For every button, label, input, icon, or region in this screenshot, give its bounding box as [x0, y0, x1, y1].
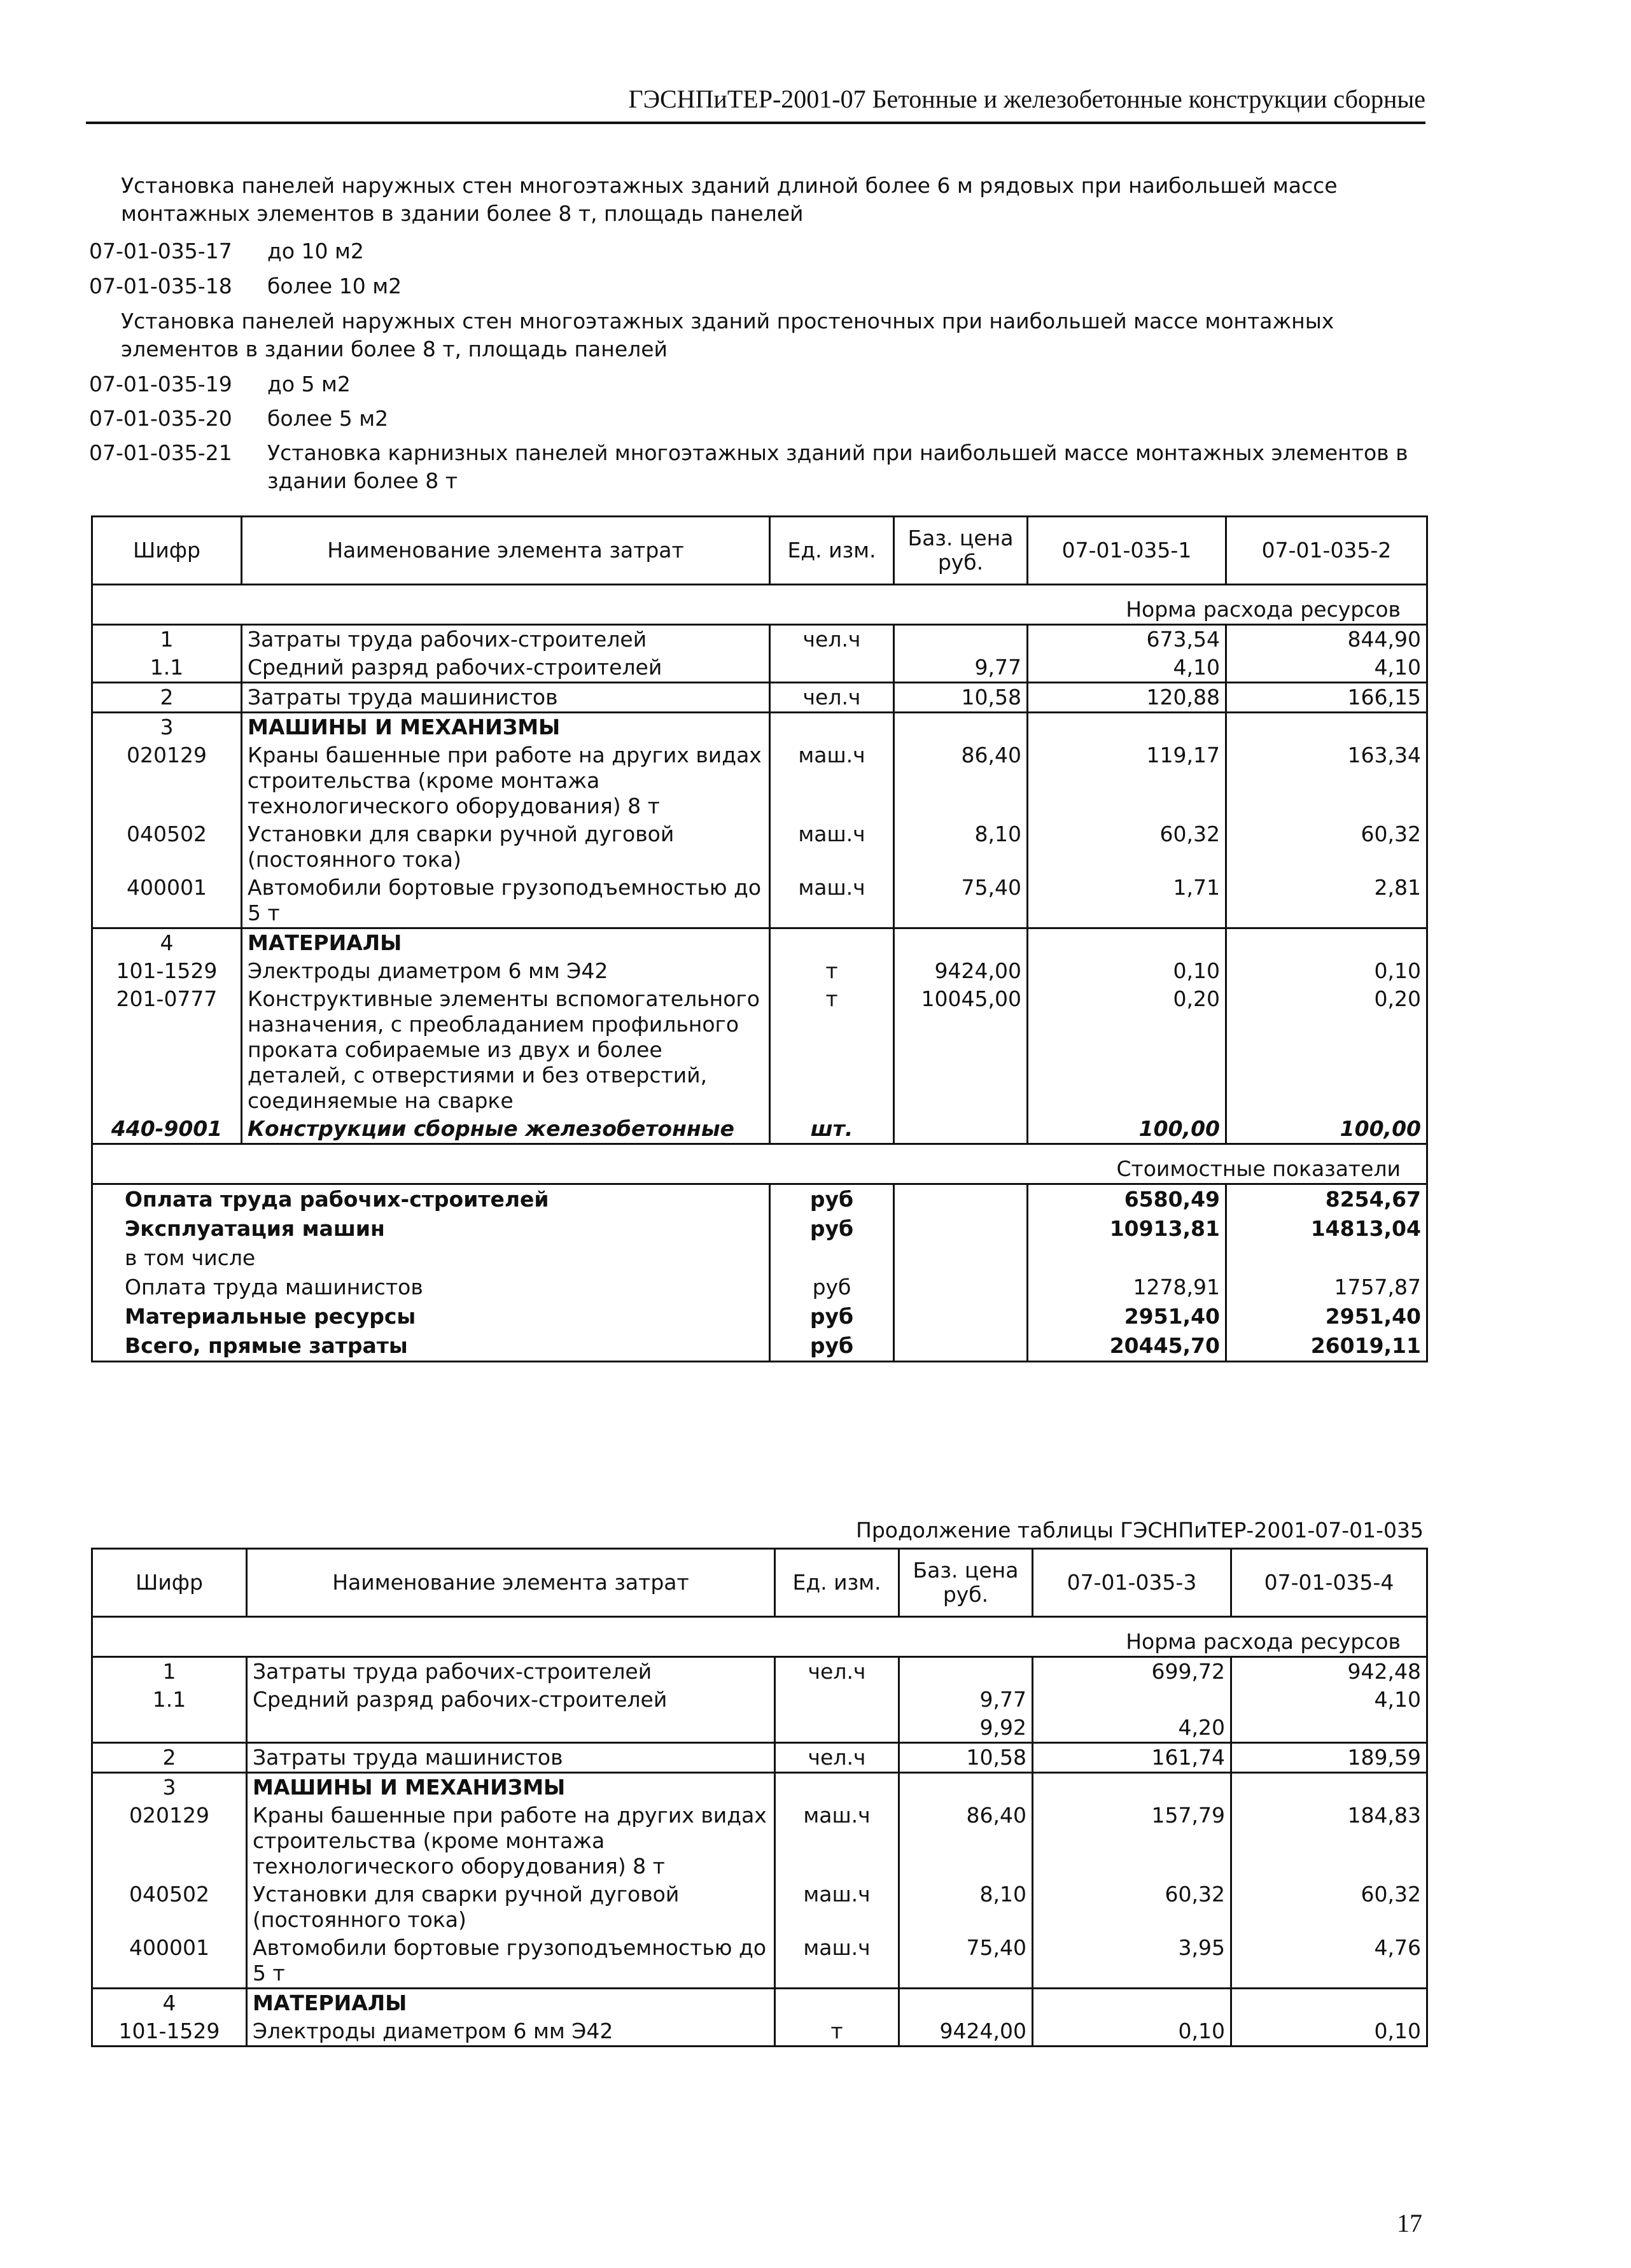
row-unit: [775, 1773, 899, 1802]
row-code: 101-1529: [92, 957, 242, 985]
norm-label-row: [92, 585, 1427, 625]
intro-code-18: 07-01-035-18: [89, 274, 232, 298]
row-v2: 2,81: [1226, 874, 1427, 928]
row-v1: 157,79: [1033, 1802, 1231, 1880]
cost-name: Эксплуатация машин: [92, 1214, 770, 1243]
cost-unit: руб: [770, 1214, 894, 1243]
table-row: [92, 1743, 1427, 1773]
row-unit: [775, 1686, 899, 1714]
continuation-caption: Продолжение таблицы ГЭСНПиТЕР-2001-07-01-035: [856, 1518, 1424, 1543]
intro-text-21: Установка карнизных панелей многоэтажных зданий при наибольшей массе монтажных элементов в здании более 8 т: [267, 440, 1408, 493]
row-v1: 673,54: [1028, 625, 1226, 654]
row-price: 86,40: [894, 741, 1028, 820]
cost-v2: 8254,67: [1226, 1184, 1427, 1215]
intro-text-20: более 5 м2: [267, 406, 389, 431]
row-code: 101-1529: [92, 2017, 247, 2047]
row-name: Затраты труда рабочих-строителей: [247, 1657, 775, 1686]
cost-unit: руб: [770, 1302, 894, 1331]
row-v2: 60,32: [1231, 1880, 1427, 1934]
row-name: МАТЕРИАЛЫ: [247, 1989, 775, 2018]
cost-price: [894, 1331, 1028, 1362]
table-row: [92, 820, 1427, 874]
row-v2: 100,00: [1226, 1115, 1427, 1144]
norm-label: Норма расхода ресурсов: [92, 585, 1427, 625]
header-name: Наименование элемента затрат: [247, 1549, 775, 1617]
cost-row: [92, 1302, 1427, 1331]
header-code: Шифр: [92, 1549, 247, 1617]
row-v1: 699,72: [1033, 1657, 1231, 1686]
row-price: 75,40: [899, 1934, 1033, 1989]
row-unit: маш.ч: [770, 741, 894, 820]
row-price: [894, 928, 1028, 958]
row-price: 75,40: [894, 874, 1028, 928]
table-row: [92, 713, 1427, 742]
table-row: [92, 1934, 1427, 1989]
row-name: Установки для сварки ручной дуговой (постоянного тока): [247, 1880, 775, 1934]
row-price: 9,77: [899, 1686, 1033, 1714]
row-price: 8,10: [894, 820, 1028, 874]
cost-row: [92, 1214, 1427, 1243]
row-v2: 166,15: [1226, 683, 1427, 713]
row-v1: 0,10: [1028, 957, 1226, 985]
row-unit: [770, 713, 894, 742]
table-row: [92, 1714, 1427, 1743]
row-name: Затраты труда машинистов: [242, 683, 770, 713]
row-v1: 161,74: [1033, 1743, 1231, 1773]
row-price: [894, 1115, 1028, 1144]
table-row: [92, 1657, 1427, 1686]
row-name: МАТЕРИАЛЫ: [242, 928, 770, 958]
row-v2: 163,34: [1226, 741, 1427, 820]
row-v2: [1231, 1773, 1427, 1802]
row-name: Автомобили бортовые грузоподъемностью до 5 т: [247, 1934, 775, 1989]
cost-v1: [1028, 1243, 1226, 1273]
row-name: Средний разряд рабочих-строителей: [242, 654, 770, 683]
row-v1: [1033, 1989, 1231, 2018]
row-code: 3: [92, 713, 242, 742]
page-number: 17: [1397, 2209, 1422, 2237]
table-row: [92, 928, 1427, 958]
cost-v1: 2951,40: [1028, 1302, 1226, 1331]
table-row: [92, 683, 1427, 713]
resource-table-1: [91, 515, 1428, 1362]
row-unit: чел.ч: [775, 1743, 899, 1773]
table-header-row: [92, 517, 1427, 585]
row-price: [899, 1773, 1033, 1802]
row-price: 10,58: [899, 1743, 1033, 1773]
row-v1: 120,88: [1028, 683, 1226, 713]
row-name: Средний разряд рабочих-строителей: [247, 1686, 775, 1714]
intro-code-21: 07-01-035-21: [89, 440, 232, 465]
header-col2: 07-01-035-4: [1231, 1549, 1427, 1617]
cost-v1: 1278,91: [1028, 1273, 1226, 1302]
row-unit: чел.ч: [770, 625, 894, 654]
row-v1: 0,10: [1033, 2017, 1231, 2047]
row-code: 020129: [92, 741, 242, 820]
row-unit: маш.ч: [770, 820, 894, 874]
table-row: [92, 957, 1427, 985]
row-v2: 942,48: [1231, 1657, 1427, 1686]
cost-label: Стоимостные показатели: [92, 1144, 1427, 1184]
header-code: Шифр: [92, 517, 242, 585]
row-v2: 844,90: [1226, 625, 1427, 654]
cost-row: [92, 1273, 1427, 1302]
cost-row: [92, 1184, 1427, 1215]
cost-name: Оплата труда машинистов: [92, 1273, 770, 1302]
intro-code-17: 07-01-035-17: [89, 239, 232, 263]
cost-price: [894, 1214, 1028, 1243]
row-name: [247, 1714, 775, 1743]
row-unit: [770, 654, 894, 683]
row-name: Электроды диаметром 6 мм Э42: [242, 957, 770, 985]
intro-code-20: 07-01-035-20: [89, 406, 232, 431]
row-v2: 60,32: [1226, 820, 1427, 874]
table-row: [92, 1802, 1427, 1880]
norm-label: Норма расхода ресурсов: [92, 1617, 1427, 1657]
row-code: 040502: [92, 1880, 247, 1934]
row-price: [894, 625, 1028, 654]
row-code: 400001: [92, 874, 242, 928]
row-unit: шт.: [770, 1115, 894, 1144]
intro-paragraph-1: Установка панелей наружных стен многоэтажных зданий длиной более 6 м рядовых при наибольшей массе монтажных элементов в здании более 8 т, площадь панелей: [121, 173, 1338, 226]
header-price: Баз. цена руб.: [894, 517, 1028, 585]
row-price: 86,40: [899, 1802, 1033, 1880]
row-v1: 0,20: [1028, 985, 1226, 1115]
cost-v1: 20445,70: [1028, 1331, 1226, 1362]
row-code: 1: [92, 625, 242, 654]
row-unit: маш.ч: [775, 1802, 899, 1880]
row-code: 1.1: [92, 1686, 247, 1714]
cost-unit: руб: [770, 1184, 894, 1215]
cost-row: [92, 1331, 1427, 1362]
row-v2: 4,10: [1226, 654, 1427, 683]
cost-row: [92, 1243, 1427, 1273]
row-v1: 4,20: [1033, 1714, 1231, 1743]
row-name: Электроды диаметром 6 мм Э42: [247, 2017, 775, 2047]
row-v2: [1231, 1714, 1427, 1743]
row-v2: 4,76: [1231, 1934, 1427, 1989]
row-code: 040502: [92, 820, 242, 874]
header-price: Баз. цена руб.: [899, 1549, 1033, 1617]
row-v1: [1028, 713, 1226, 742]
cost-v2: [1226, 1243, 1427, 1273]
row-name: Краны башенные при работе на других видах строительства (кроме монтажа технологического оборудования) 8 т: [242, 741, 770, 820]
row-price: 9424,00: [899, 2017, 1033, 2047]
intro-code-19: 07-01-035-19: [89, 372, 232, 396]
row-code: 400001: [92, 1934, 247, 1989]
table-row: [92, 1989, 1427, 2018]
cost-name: Материальные ресурсы: [92, 1302, 770, 1331]
row-name: МАШИНЫ И МЕХАНИЗМЫ: [242, 713, 770, 742]
row-v1: 119,17: [1028, 741, 1226, 820]
table-row: [92, 1773, 1427, 1802]
row-v2: 0,20: [1226, 985, 1427, 1115]
intro-text-19: до 5 м2: [267, 372, 351, 396]
cost-name: Оплата труда рабочих-строителей: [92, 1184, 770, 1215]
header-unit: Ед. изм.: [770, 517, 894, 585]
cost-v2: 1757,87: [1226, 1273, 1427, 1302]
row-code: 1.1: [92, 654, 242, 683]
row-code: 440-9001: [92, 1115, 242, 1144]
row-code: 020129: [92, 1802, 247, 1880]
row-v2: 0,10: [1231, 2017, 1427, 2047]
page-header: ГЭСНПиТЕР-2001-07 Бетонные и железобетонные конструкции сборные: [86, 84, 1425, 124]
row-code: [92, 1714, 247, 1743]
cost-name: Всего, прямые затраты: [92, 1331, 770, 1362]
row-price: 9,77: [894, 654, 1028, 683]
table-row: [92, 741, 1427, 820]
cost-v2: 2951,40: [1226, 1302, 1427, 1331]
row-name: Затраты труда рабочих-строителей: [242, 625, 770, 654]
row-v1: 60,32: [1028, 820, 1226, 874]
cost-name: в том числе: [92, 1243, 770, 1273]
row-v1: 100,00: [1028, 1115, 1226, 1144]
table-header-row: [92, 1549, 1427, 1617]
table-row: [92, 1686, 1427, 1714]
cost-unit: руб: [770, 1331, 894, 1362]
table-row: [92, 654, 1427, 683]
row-name: Краны башенные при работе на других видах строительства (кроме монтажа технологического оборудования) 8 т: [247, 1802, 775, 1880]
row-unit: [775, 1714, 899, 1743]
row-name: Установки для сварки ручной дуговой (постоянного тока): [242, 820, 770, 874]
row-name: Конструктивные элементы вспомогательного назначения, с преобладанием профильного проката собираемые из двух и более деталей, с отверстиями и без отверстий, соединяемые на сварке: [242, 985, 770, 1115]
row-code: 201-0777: [92, 985, 242, 1115]
table-row: [92, 874, 1427, 928]
cost-v2: 14813,04: [1226, 1214, 1427, 1243]
row-unit: чел.ч: [775, 1657, 899, 1686]
row-price: 9424,00: [894, 957, 1028, 985]
row-name: Затраты труда машинистов: [247, 1743, 775, 1773]
row-v2: 184,83: [1231, 1802, 1427, 1880]
row-unit: т: [775, 2017, 899, 2047]
table-row: [92, 2017, 1427, 2047]
row-price: 9,92: [899, 1714, 1033, 1743]
cost-label-row: [92, 1144, 1427, 1184]
header-name: Наименование элемента затрат: [242, 517, 770, 585]
row-unit: маш.ч: [770, 874, 894, 928]
header-col2: 07-01-035-2: [1226, 517, 1427, 585]
row-price: 10,58: [894, 683, 1028, 713]
row-price: [899, 1657, 1033, 1686]
row-price: 10045,00: [894, 985, 1028, 1115]
cost-v1: 10913,81: [1028, 1214, 1226, 1243]
row-code: 2: [92, 1743, 247, 1773]
row-v1: 3,95: [1033, 1934, 1231, 1989]
row-v2: 189,59: [1231, 1743, 1427, 1773]
cost-unit: [770, 1243, 894, 1273]
norm-label-row: [92, 1617, 1427, 1657]
row-unit: [775, 1989, 899, 2018]
table-row: [92, 985, 1427, 1115]
row-v2: [1231, 1989, 1427, 2018]
cost-price: [894, 1302, 1028, 1331]
row-code: 3: [92, 1773, 247, 1802]
row-code: 1: [92, 1657, 247, 1686]
row-v1: [1033, 1686, 1231, 1714]
row-code: 2: [92, 683, 242, 713]
row-v1: 60,32: [1033, 1880, 1231, 1934]
row-unit: т: [770, 985, 894, 1115]
table-row: [92, 1880, 1427, 1934]
header-unit: Ед. изм.: [775, 1549, 899, 1617]
row-price: 8,10: [899, 1880, 1033, 1934]
table-row: [92, 1115, 1427, 1144]
cost-v1: 6580,49: [1028, 1184, 1226, 1215]
header-col1: 07-01-035-3: [1033, 1549, 1231, 1617]
row-price: [899, 1989, 1033, 2018]
row-v2: 0,10: [1226, 957, 1427, 985]
cost-price: [894, 1273, 1028, 1302]
intro-text-18: более 10 м2: [267, 274, 402, 298]
row-v2: [1226, 713, 1427, 742]
row-code: 4: [92, 1989, 247, 2018]
cost-price: [894, 1243, 1028, 1273]
row-unit: т: [770, 957, 894, 985]
intro-text-17: до 10 м2: [267, 239, 364, 263]
resource-table-2: [91, 1548, 1428, 2047]
intro-paragraph-2: Установка панелей наружных стен многоэтажных зданий простеночных при наибольшей массе монтажных элементов в здании более 8 т, площадь панелей: [121, 309, 1334, 361]
row-unit: маш.ч: [775, 1880, 899, 1934]
cost-price: [894, 1184, 1028, 1215]
row-unit: маш.ч: [775, 1934, 899, 1989]
row-v1: [1033, 1773, 1231, 1802]
row-v2: [1226, 928, 1427, 958]
row-unit: [770, 928, 894, 958]
row-v1: [1028, 928, 1226, 958]
row-name: Автомобили бортовые грузоподъемностью до 5 т: [242, 874, 770, 928]
row-name: МАШИНЫ И МЕХАНИЗМЫ: [247, 1773, 775, 1802]
row-price: [894, 713, 1028, 742]
row-v1: 1,71: [1028, 874, 1226, 928]
cost-v2: 26019,11: [1226, 1331, 1427, 1362]
cost-unit: руб: [770, 1273, 894, 1302]
header-col1: 07-01-035-1: [1028, 517, 1226, 585]
row-code: 4: [92, 928, 242, 958]
row-name: Конструкции сборные железобетонные: [242, 1115, 770, 1144]
row-v1: 4,10: [1028, 654, 1226, 683]
table-row: [92, 625, 1427, 654]
row-unit: чел.ч: [770, 683, 894, 713]
row-v2: 4,10: [1231, 1686, 1427, 1714]
